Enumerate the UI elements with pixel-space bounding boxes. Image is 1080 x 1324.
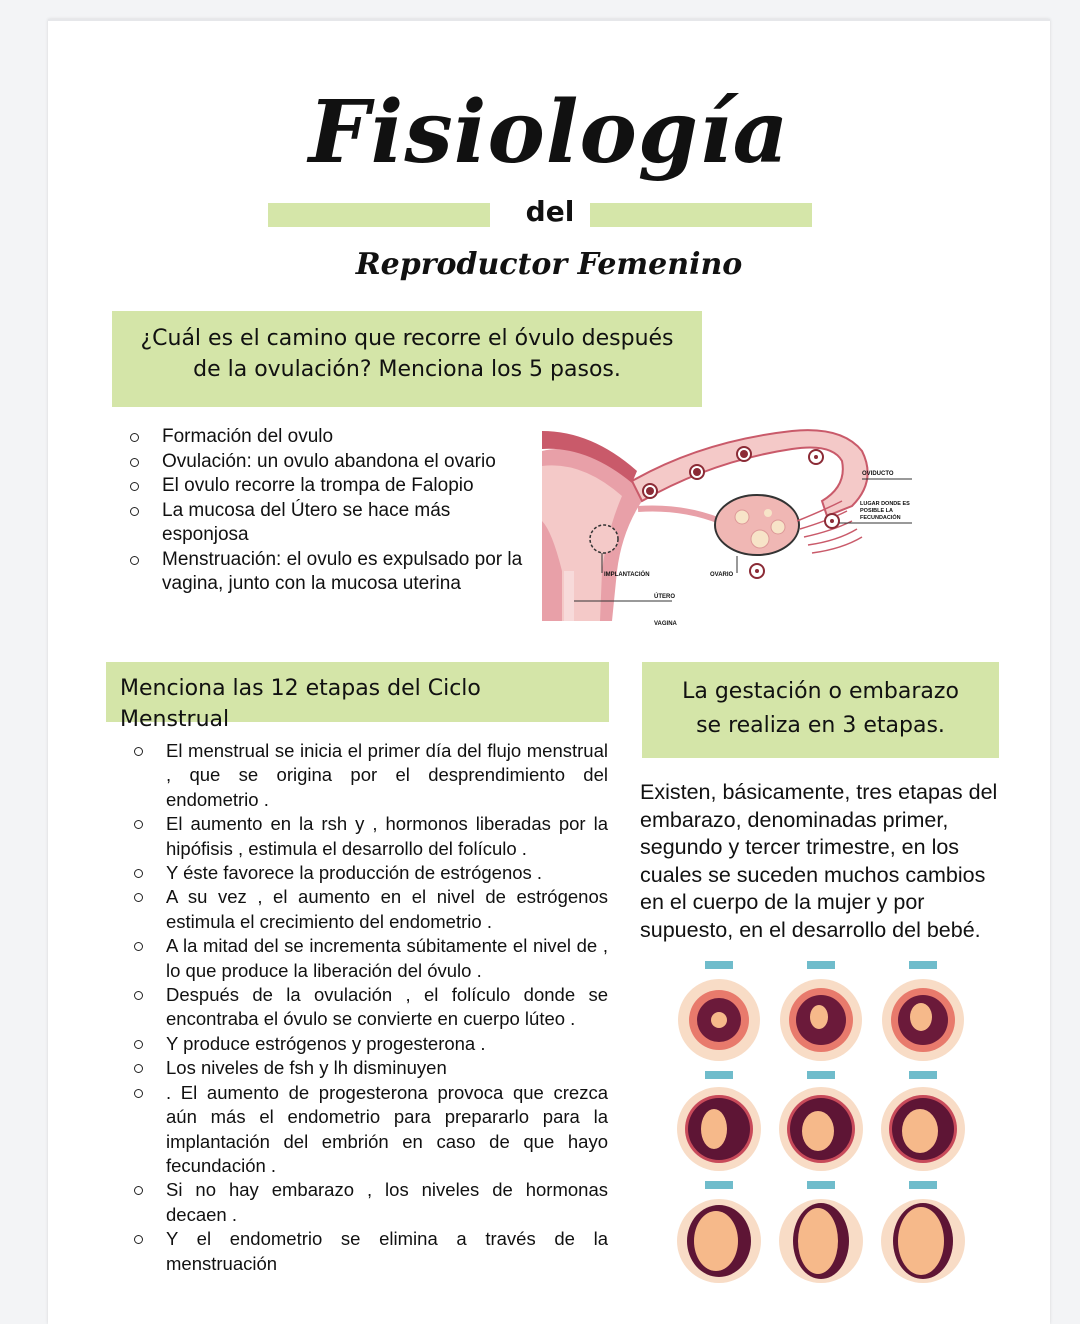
ciclo-stages-list [116, 739, 608, 1276]
title-connector: del [525, 195, 575, 228]
reproductive-anatomy-diagram [542, 421, 932, 631]
gestacion-body: Existen, básicamente, tres etapas del embarazo, denominadas primer, segundo y tercer trimestre, en los cuales se suceden muchos cambios en el cuerpo de la mujer y por supuesto, en el desarrollo del bebé. [640, 780, 998, 942]
list-item: Si no hay embarazo , los niveles de hormonas decaen . [116, 1178, 608, 1227]
embryo-stages-illustration-icon [676, 957, 976, 1297]
list-item: . El aumento de progesterona provoca que crezca aún más el endometrio para prepararlo para la implantación del embrión en caso de que hayo fecundación . [116, 1081, 608, 1179]
document-page [48, 19, 1050, 1324]
list-item: Ovulación: un ovulo abandona el ovario [112, 450, 532, 475]
decorative-bar-left [268, 203, 490, 227]
embryo-development-grid [676, 957, 976, 1297]
decorative-bar-right [590, 203, 812, 227]
gestacion-heading: La gestación o embarazo se realiza en 3 etapas. [642, 662, 999, 758]
list-item: Menstruación: el ovulo es expulsado por la vagina, junto con la mucosa uterina [112, 548, 532, 597]
ciclo-menstrual-heading: Menciona las 12 etapas del Ciclo Menstrual [106, 662, 609, 722]
label-ovario: OVARIO [710, 572, 734, 578]
ovulo-question-heading: ¿Cuál es el camino que recorre el óvulo después de la ovulación? Menciona los 5 pasos. [112, 311, 702, 407]
page-subtitle: Reproductor Femenino [355, 247, 743, 282]
list-item: La mucosa del Útero se hace más esponjosa [112, 499, 532, 548]
list-item: Formación del ovulo [112, 425, 532, 450]
list-item: El aumento en la rsh y , hormonos liberadas por la hipófisis , estimula el desarrollo del folículo . [116, 812, 608, 861]
list-item: A la mitad del se incrementa súbitamente el nivel de , lo que produce la liberación del óvulo . [116, 934, 608, 983]
label-utero: ÚTERO [654, 594, 675, 600]
label-vagina: VAGINA [654, 621, 677, 627]
label-implantacion: IMPLANTACIÓN [604, 572, 650, 578]
page-title: Fisiología [308, 82, 790, 183]
list-item: Después de la ovulación , el folículo donde se encontraba el óvulo se convierte en cuerpo lúteo . [116, 983, 608, 1032]
ovulo-steps-list [112, 425, 532, 597]
label-fecundacion: LUGAR DONDE ES POSIBLE LA FECUNDACIÓN [860, 501, 910, 521]
uterus-oviduct-illustration-icon [542, 421, 932, 631]
list-item: Y el endometrio se elimina a través de la menstruación [116, 1227, 608, 1276]
list-item: Y produce estrógenos y progesterona . [116, 1032, 608, 1056]
list-item: Y éste favorece la producción de estrógenos . [116, 861, 608, 885]
list-item: El ovulo recorre la trompa de Falopio [112, 474, 532, 499]
label-oviducto: OVIDUCTO [862, 471, 894, 477]
list-item: Los niveles de fsh y lh disminuyen [116, 1056, 608, 1080]
list-item: El menstrual se inicia el primer día del flujo menstrual , que se origina por el desprendimiento del endometrio . [116, 739, 608, 812]
list-item: A su vez , el aumento en el nivel de estrógenos estimula el crecimiento del endometrio . [116, 885, 608, 934]
